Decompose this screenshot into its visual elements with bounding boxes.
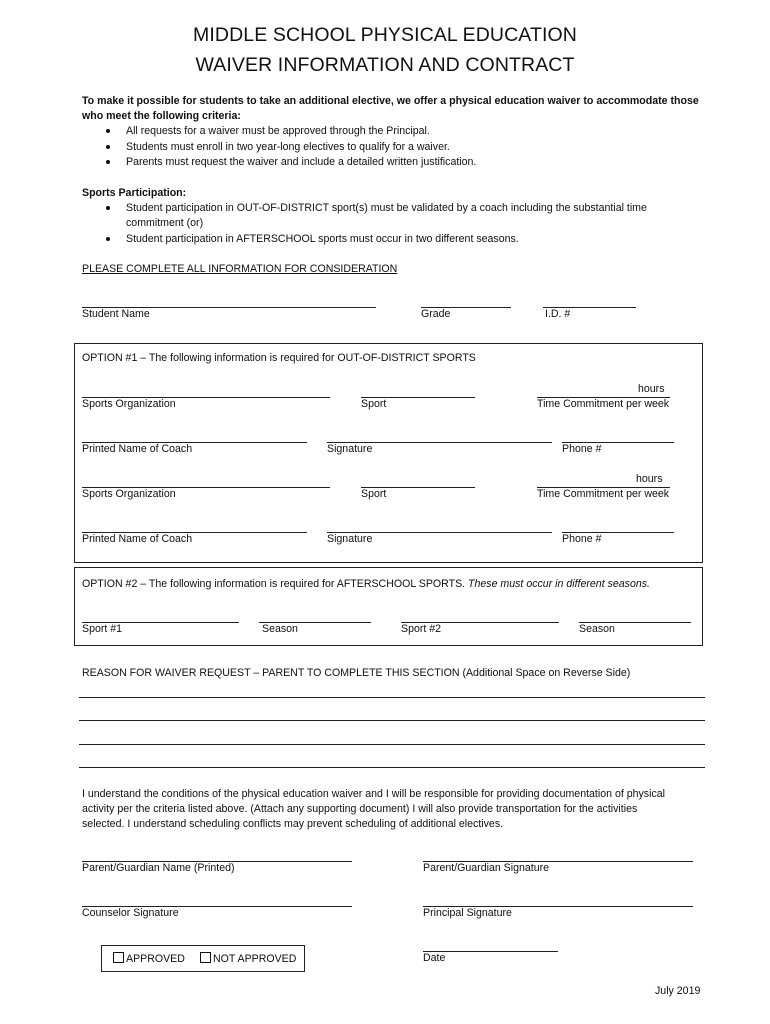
checkbox-icon[interactable] [113,952,124,963]
footer-date: July 2019 [655,985,701,997]
agreement-text-line2: activity per the criteria listed above. (Attach any supporting document) I will also provide transportation for the activities [82,803,638,815]
intro-text-line2: who meet the following criteria: [82,110,241,122]
checkbox-icon[interactable] [200,952,211,963]
season-label: Season [262,623,298,635]
sports-rule-out-of-district-line2: commitment (or) [126,217,204,229]
sports-rule-afterschool: Student participation in AFTERSCHOOL sports must occur in two different seasons. [126,233,519,245]
bullet-icon [106,129,110,133]
reason-line-4[interactable] [79,767,705,768]
intro-text-line1: To make it possible for students to take an additional elective, we offer a physical education waiver to accommodate those [82,95,699,107]
bullet-icon [106,237,110,241]
phone-label: Phone # [562,443,602,455]
parent-name-label: Parent/Guardian Name (Printed) [82,862,235,874]
agreement-text-line1: I understand the conditions of the physical education waiver and I will be responsible for providing documentation of physical [82,788,666,800]
hours-label: hours [638,383,665,395]
not-approved-label: NOT APPROVED [213,953,297,965]
reason-line-2[interactable] [79,720,705,721]
option2-heading-note: These must occur in different seasons. [468,578,650,590]
grade-label: Grade [421,308,451,320]
bullet-icon [106,206,110,210]
option1-heading: OPTION #1 – The following information is required for OUT-OF-DISTRICT SPORTS [82,352,476,364]
sports-organization-label: Sports Organization [82,398,176,410]
reason-line-3[interactable] [79,744,705,745]
option2-heading [82,578,650,591]
signature-label: Signature [327,533,373,545]
reason-line-1[interactable] [79,697,705,698]
reason-heading: REASON FOR WAIVER REQUEST – PARENT TO COMPLETE THIS SECTION (Additional Space on Reverse Side) [82,667,631,679]
hours-label: hours [636,473,663,485]
time-commitment-label: Time Commitment per week [537,488,670,500]
sports-participation-heading: Sports Participation: [82,187,187,199]
not-approved-checkbox[interactable] [200,952,296,966]
approved-checkbox[interactable] [113,952,185,966]
form-title-line2: WAIVER INFORMATION AND CONTRACT [195,54,575,76]
student-id-label: I.D. # [545,308,571,320]
sports-rule-out-of-district-line1: Student participation in OUT-OF-DISTRICT sport(s) must be validated by a coach including the substantial time [126,202,647,214]
counselor-signature-label: Counselor Signature [82,907,179,919]
date-label: Date [423,952,446,964]
complete-all-notice: PLEASE COMPLETE ALL INFORMATION FOR CONSIDERATION [82,263,398,275]
criteria-item: Students must enroll in two year-long electives to qualify for a waiver. [126,141,450,153]
criteria-item: Parents must request the waiver and include a detailed written justification. [126,156,477,168]
principal-signature-label: Principal Signature [423,907,512,919]
phone-label: Phone # [562,533,602,545]
student-name-label: Student Name [82,308,150,320]
signature-label: Signature [327,443,373,455]
approved-label: APPROVED [126,953,185,965]
option2-heading-text: OPTION #2 – The following information is required for AFTERSCHOOL SPORTS. [82,578,469,590]
bullet-icon [106,160,110,164]
sport-label: Sport [361,398,387,410]
sports-organization-label: Sports Organization [82,488,176,500]
sport-label: Sport [361,488,387,500]
sport2-label: Sport #2 [401,623,442,635]
coach-name-label: Printed Name of Coach [82,443,193,455]
form-title-line1: MIDDLE SCHOOL PHYSICAL EDUCATION [193,24,577,46]
bullet-icon [106,145,110,149]
criteria-item: All requests for a waiver must be approved through the Principal. [126,125,430,137]
time-commitment-label: Time Commitment per week [537,398,670,410]
parent-signature-label: Parent/Guardian Signature [423,862,550,874]
sport1-label: Sport #1 [82,623,123,635]
season-label: Season [579,623,615,635]
agreement-text-line3: selected. I understand scheduling conflicts may prevent scheduling of additional electives. [82,818,504,830]
coach-name-label: Printed Name of Coach [82,533,193,545]
